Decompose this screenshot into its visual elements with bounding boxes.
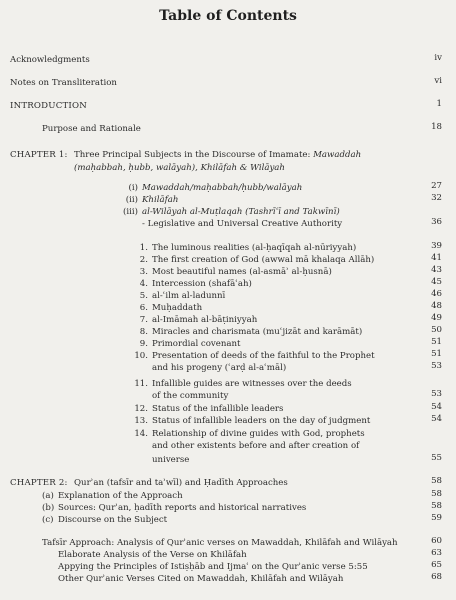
subsection-mawaddah: Mawaddah/maḥabbah/ḥubb/walāyah (142, 183, 303, 193)
toc-page-number: 39 (431, 241, 442, 251)
toc-page-number: 49 (431, 313, 442, 323)
toc-entry-transliteration: Notes on Transliteration (10, 78, 117, 88)
item-text: Most beautiful names (al-asmāʾ al-ḥusnā) (152, 267, 332, 277)
toc-page-number: 1 (436, 99, 442, 109)
toc-page-number: 68 (431, 572, 442, 582)
toc-page-number: 18 (431, 122, 442, 132)
item-text: Infallible guides are witnesses over the deeds (152, 379, 352, 389)
ch2-sub-discourse: Discourse on the Subject (58, 515, 168, 525)
ch2-sub-num: (a) (42, 491, 54, 501)
toc-page-number: 43 (431, 265, 442, 275)
item-number: 10. (134, 351, 148, 361)
item-number: 3. (139, 267, 148, 277)
toc-page-number: iv (434, 53, 442, 63)
toc-page-number: 50 (431, 325, 442, 335)
item-text: al-Imāmah al-bāṭiniyyah (152, 315, 258, 325)
item-number: 5. (139, 291, 148, 301)
toc-entry-introduction: INTRODUCTION (10, 101, 87, 111)
subsection-num: (iii) (123, 207, 138, 217)
toc-page-number: 53 (431, 389, 442, 399)
page-title: Table of Contents (159, 8, 297, 24)
item-text: of the community (152, 391, 229, 401)
item-number: 12. (134, 404, 148, 414)
toc-page-number: 54 (431, 414, 442, 424)
tafsir-approach-entry: Tafsīr Approach: Analysis of Qurʾanic verses on Mawaddah, Khilāfah and Wilāyah (42, 538, 398, 548)
item-text: Status of the infallible leaders (152, 404, 284, 414)
toc-page-number: 27 (431, 181, 442, 191)
chapter-2-title: Qurʾan (tafsīr and taʾwīl) and Ḥadīth Approaches (74, 478, 288, 488)
chapter-1-title: Three Principal Subjects in the Discourse of Imamate: Mawaddah (74, 150, 362, 160)
toc-entry-purpose: Purpose and Rationale (42, 124, 141, 134)
toc-page-number: 48 (431, 301, 442, 311)
item-number: 13. (134, 416, 148, 426)
toc-page-number: 51 (431, 349, 442, 359)
toc-page-number: 55 (431, 453, 442, 463)
item-text: Relationship of divine guides with God, prophets (152, 429, 365, 439)
toc-page-number: 54 (431, 402, 442, 412)
tafsir-principles-entry: Appying the Principles of Istiṣḥāb and Ijmaʿ on the Qurʾanic verse 5:55 (58, 562, 368, 572)
item-text: Status of infallible leaders on the day of judgment (152, 416, 371, 426)
subsection-khilafah: Khilāfah (142, 195, 179, 205)
ch2-sub-sources: Sources: Qurʾan, ḥadīth reports and historical narratives (58, 503, 307, 513)
subsection-wilayah-desc: - Legislative and Universal Creative Authority (142, 219, 343, 229)
toc-page-number: 65 (431, 560, 442, 570)
item-text: al-ʿilm al-ladunnī (152, 291, 226, 301)
item-text: and his progeny (ʿarḍ al-aʿmāl) (152, 363, 287, 373)
ch2-sub-num: (b) (42, 503, 55, 513)
item-text: The first creation of God (awwal mā khalaqa Allāh) (152, 255, 375, 265)
toc-page-number: 36 (431, 217, 442, 227)
toc-page-number: 58 (431, 476, 442, 486)
toc-page-number: 60 (431, 536, 442, 546)
item-number: 2. (139, 255, 148, 265)
toc-page-number: 51 (431, 337, 442, 347)
toc-page-number: 32 (431, 193, 442, 203)
subsection-num: (ii) (125, 195, 138, 205)
subsection-wilayah: al-Wilāyah al-Muṭlaqah (Tashrīʿī and Takwīnī) (142, 207, 340, 217)
item-number: 8. (139, 327, 148, 337)
item-number: 14. (134, 429, 148, 439)
item-number: 6. (139, 303, 148, 313)
item-text: Miracles and charismata (muʿjizāt and karāmāt) (152, 327, 363, 337)
toc-page-number: vi (434, 76, 442, 86)
toc-page-number: 45 (431, 277, 442, 287)
subsection-num: (i) (128, 183, 138, 193)
toc-page-number: 59 (431, 513, 442, 523)
item-text: Muḥaddath (152, 303, 203, 313)
item-text: and other existents before and after creation of (152, 441, 360, 451)
tafsir-elaborate-entry: Elaborate Analysis of the Verse on Khilāfah (58, 550, 247, 560)
ch2-sub-num: (c) (42, 515, 54, 525)
toc-page-number: 63 (431, 548, 442, 558)
item-text: Intercession (shafāʿah) (152, 279, 252, 289)
toc-page-number: 53 (431, 361, 442, 371)
item-text: universe (152, 455, 190, 465)
toc-page-number: 41 (431, 253, 442, 263)
chapter-1-title-line2: (maḥabbah, ḥubb, walāyah), Khilāfah & Wilāyah (74, 163, 285, 173)
ch2-sub-explanation: Explanation of the Approach (58, 491, 183, 501)
item-number: 11. (134, 379, 148, 389)
item-number: 9. (139, 339, 148, 349)
item-number: 1. (139, 243, 148, 253)
item-number: 4. (139, 279, 148, 289)
chapter-1-label: CHAPTER 1: (10, 150, 68, 160)
toc-page-number: 46 (431, 289, 442, 299)
chapter-2-label: CHAPTER 2: (10, 478, 68, 488)
item-text: Presentation of deeds of the faithful to the Prophet (152, 351, 375, 361)
item-text: Primordial covenant (152, 339, 241, 349)
toc-entry-acknowledgments: Acknowledgments (10, 55, 90, 65)
item-text: The luminous realities (al-ḥaqīqah al-nūriyyah) (152, 243, 357, 253)
item-number: 7. (139, 315, 148, 325)
toc-page-number: 58 (431, 501, 442, 511)
toc-page-number: 58 (431, 489, 442, 499)
tafsir-other-entry: Other Qurʾanic Verses Cited on Mawaddah, Khilāfah and Wilāyah (58, 574, 344, 584)
